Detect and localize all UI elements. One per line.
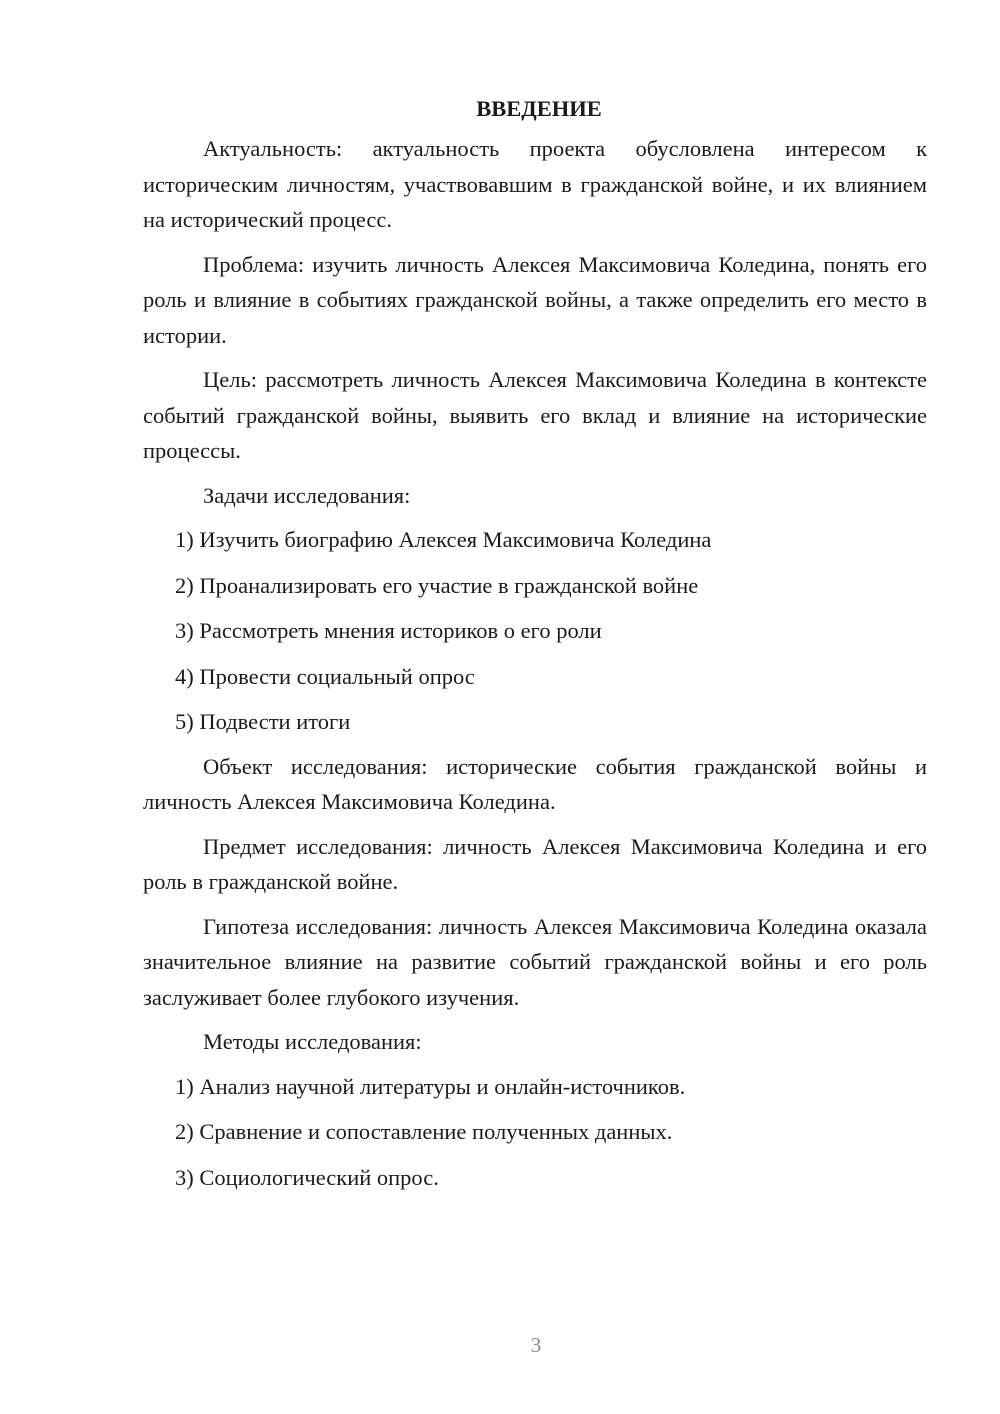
page-content [143,92,927,1204]
task-item: 3) Рассмотреть мнения историков о его роли [175,618,602,643]
page-number: 3 [530,1333,542,1357]
tasks-list [143,522,927,740]
methods-heading: Методы исследования: [203,1029,422,1054]
task-item: 5) Подвести итоги [175,709,351,734]
task-item: 4) Провести социальный опрос [175,663,475,689]
relevance-paragraph: Актуальность: актуальность проекта обусловлена интересом к историческим личностям, участвовавшим в гражданской войне, и их влиянием на исторический процесс. [143,136,927,232]
problem-paragraph: Проблема: изучить личность Алексея Максимовича Коледина, понять его роль и влияние в событиях гражданской войны, а также определить его место в истории. [143,251,927,348]
object-paragraph: Объект исследования: исторические события гражданской войны и личность Алексея Максимовича Коледина. [143,753,927,814]
page-title: ВВЕДЕНИЕ [476,96,602,121]
method-item: 3) Социологический опрос. [175,1164,439,1190]
methods-list [143,1069,927,1196]
method-item: 1) Анализ научной литературы и онлайн-источников. [175,1073,686,1099]
task-item: 1) Изучить биографию Алексея Максимовича Коледина [175,527,712,552]
tasks-heading: Задачи исследования: [203,482,411,508]
hypothesis-paragraph: Гипотеза исследования: личность Алексея Максимовича Коледина оказала значительное влияние на развитие событий гражданской войны и его роль заслуживает более глубокого изучения. [143,913,927,1010]
method-item: 2) Сравнение и сопоставление полученных данных. [175,1119,673,1144]
subject-paragraph: Предмет исследования: личность Алексея Максимовича Коледина и его роль в гражданской войне. [143,833,927,894]
goal-paragraph: Цель: рассмотреть личность Алексея Максимовича Коледина в контексте событий гражданской войны, выявить его вклад и влияние на исторические процессы. [143,367,927,463]
task-item: 2) Проанализировать его участие в гражданской войне [175,572,699,598]
